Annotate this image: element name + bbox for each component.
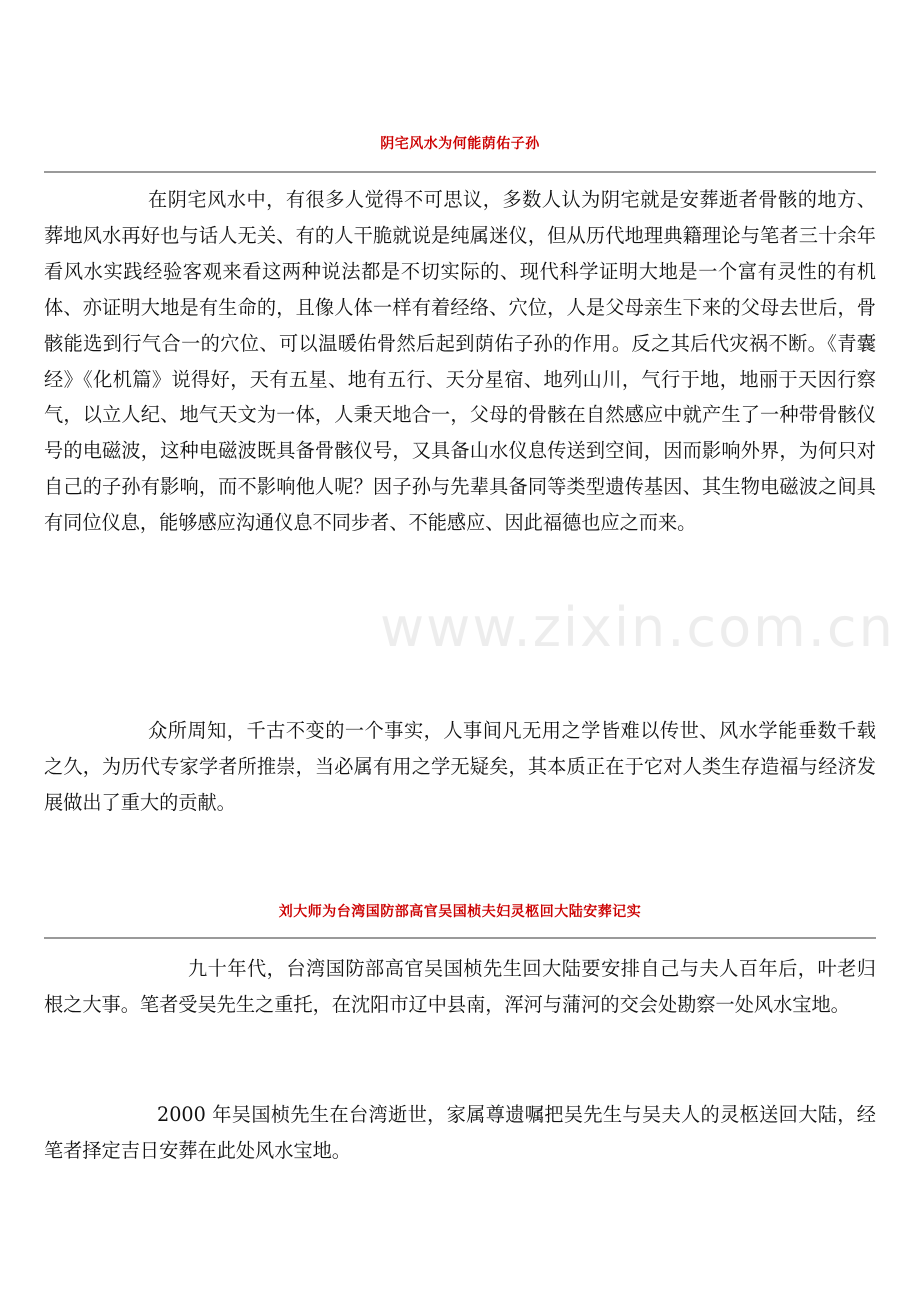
title-divider bbox=[44, 937, 876, 939]
article-paragraph: 2000 年吴国桢先生在台湾逝世，家属尊遗嘱把吴先生与吴夫人的灵柩送回大陆，经笔者择定吉日安葬在此处风水宝地。 bbox=[44, 1103, 876, 1162]
article-title: 阴宅风水为何能荫佑子孙 bbox=[380, 136, 540, 152]
site-watermark: www.zixin.com.cn bbox=[380, 596, 895, 659]
article-paragraph: 九十年代，台湾国防部高官吴国桢先生回大陆要安排自己与夫人百年后，叶老归根之大事。笔者受吴先生之重托，在沈阳市辽中县南，浑河与蒲河的交会处勘察一处风水宝地。 bbox=[44, 957, 876, 1016]
article-paragraph: 众所周知，千古不变的一个事实，人事间凡无用之学皆难以传世、风水学能垂数千载之久，为历代专家学者所推崇，当必属有用之学无疑矣，其本质正在于它对人类生存造福与经济发展做出了重大的贡献。 bbox=[44, 719, 876, 814]
title-divider bbox=[44, 171, 876, 173]
article-paragraph: 在阴宅风水中，有很多人觉得不可思议，多数人认为阴宅就是安葬逝者骨骸的地方、葬地风水再好也与话人无关、有的人干脆就说是纯属迷仪，但从历代地理典籍理论与笔者三十余年看风水实践经验客观来看这两种说法都是不切实际的、现代科学证明大地是一个富有灵性的有机体、亦证明大地是有生命的，且像人体一样有着经络、穴位，人是父母亲生下来的父母去世后，骨骸能选到行气合一的穴位、可以温暖佑骨然后起到荫佑子孙的作用。反之其后代灾祸不断。《青囊经》《化机篇》说得好，天有五星、地有五行、天分星宿、地列山川，气行于地，地丽于天因行察气，以立人纪、地气天文为一体，人秉天地合一，父母的骨骸在自然感应中就产生了一种带骨骸仪号的电磁波，这种电磁波既具备骨骸仪号，又具备山水仪息传送到空间，因而影响外界，为何只对自己的子孙有影响，而不影响他人呢？因子孙与先辈具备同等类型遗传基因、其生物电磁波之间具有同位仪息，能够感应沟通仪息不同步者、不能感应、因此福德也应之而来。 bbox=[44, 188, 876, 535]
article-title: 刘大师为台湾国防部高官吴国桢夫妇灵柩回大陆安葬记实 bbox=[278, 904, 642, 920]
